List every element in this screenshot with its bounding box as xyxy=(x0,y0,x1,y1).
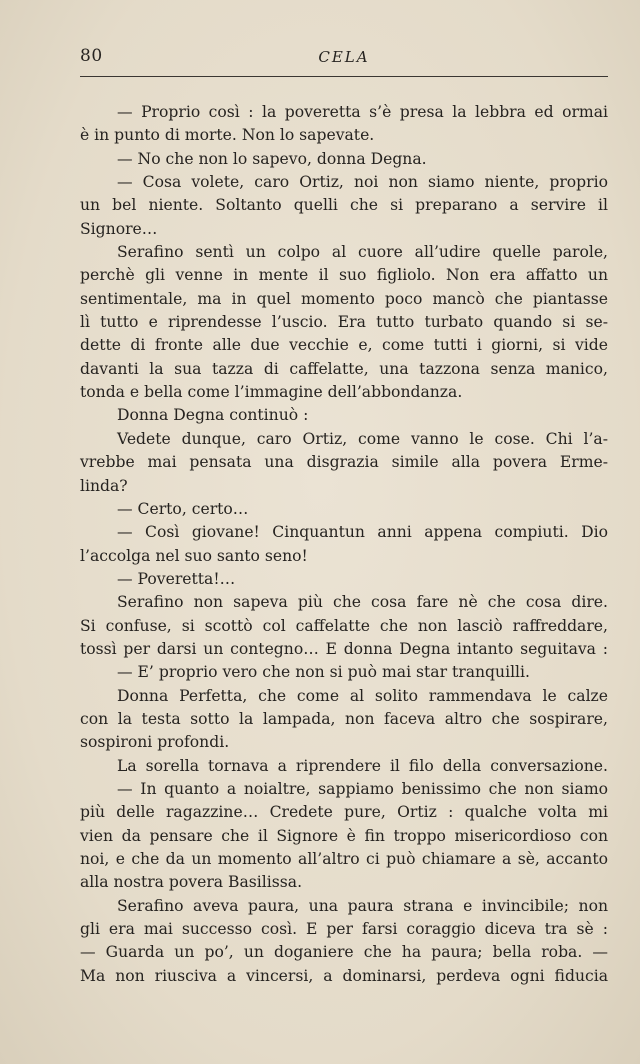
text-line: Serafino non sapeva più che cosa fare nè che cosa dire. xyxy=(117,593,608,612)
body-text xyxy=(80,101,608,988)
text-line: — No che non lo sapevo, donna Degna. xyxy=(117,149,427,168)
text-line: Ma non riusciva a vincersi, a dominarsi, perdeva ogni fiducia xyxy=(80,966,608,985)
text-line: un bel niente. Soltanto quelli che si preparano a servire il xyxy=(80,196,608,215)
text-line: davanti la sua tazza di caffelatte, una tazzona senza manico, xyxy=(80,359,608,378)
text-line: Vedete dunque, caro Ortiz, come vanno le cose. Chi l’a- xyxy=(117,429,608,448)
text-line: è in punto di morte. Non lo sapevate. xyxy=(80,126,375,145)
text-line: — Certo, certo… xyxy=(117,499,249,518)
text-line: vrebbe mai pensata una disgrazia simile alla povera Erme- xyxy=(80,453,608,472)
text-line: con la testa sotto la lampada, non faceva altro che sospirare, xyxy=(80,709,608,728)
running-title: CELA xyxy=(318,48,370,66)
text-line: — Guarda un po’, un doganiere che ha paura; bella roba. — xyxy=(80,943,608,962)
text-line: Donna Degna continuò : xyxy=(117,406,309,425)
text-line: dette di fronte alle due vecchie e, come tutti i giorni, si vide xyxy=(80,336,608,355)
text-line: perchè gli venne in mente il suo figliolo. Non era affatto un xyxy=(80,266,608,285)
text-line: — Proprio così : la poveretta s’è presa la lebbra ed ormai xyxy=(117,103,608,121)
text-line: alla nostra povera Basilissa. xyxy=(80,873,303,892)
text-line: — Poveretta!… xyxy=(117,569,236,588)
text-line: più delle ragazzine… Credete pure, Ortiz : qualche volta mi xyxy=(80,803,608,822)
text-line: vien da pensare che il Signore è fin troppo misericordioso con xyxy=(80,826,608,845)
text-line: l’accolga nel suo santo seno! xyxy=(80,546,308,565)
running-head xyxy=(80,46,608,72)
text-line: — In quanto a noialtre, sappiamo benissimo che non siamo xyxy=(117,779,608,798)
text-line: noi, e che da un momento all’altro ci può chiamare a sè, accanto xyxy=(80,850,608,868)
text-line: gli era mai successo così. E per farsi coraggio diceva tra sè : xyxy=(80,920,608,939)
text-line: sospironi profondi. xyxy=(80,733,230,752)
text-line: — E’ proprio vero che non si può mai star tranquilli. xyxy=(117,663,530,682)
text-line: sentimentale, ma in quel momento poco mancò che piantasse xyxy=(80,289,608,308)
text-line: linda? xyxy=(80,476,128,495)
text-line: tossì per darsi un contegno… E donna Degna intanto seguitava : xyxy=(80,639,608,658)
text-line: Serafino sentì un colpo al cuore all’udire quelle parole, xyxy=(117,243,608,262)
header-rule xyxy=(80,76,608,77)
text-line: tonda e bella come l’immagine dell’abbondanza. xyxy=(80,383,463,402)
text-line: Si confuse, si scottò col caffelatte che non lasciò raffreddare, xyxy=(80,616,608,635)
text-line: Signore… xyxy=(80,219,158,238)
text-line: — Cosa volete, caro Ortiz, noi non siamo niente, proprio xyxy=(117,173,608,192)
text-line: La sorella tornava a riprendere il filo della conversazione. xyxy=(117,756,608,775)
text-line: Serafino aveva paura, una paura strana e invincibile; non xyxy=(117,896,608,915)
text-line: lì tutto e riprendesse l’uscio. Era tutto turbato quando si se- xyxy=(80,313,608,332)
text-line: — Così giovane! Cinquantun anni appena compiuti. Dio xyxy=(117,523,608,542)
text-line: Donna Perfetta, che come al solito rammendava le calze xyxy=(117,686,608,705)
page-number: 80 xyxy=(80,46,103,66)
